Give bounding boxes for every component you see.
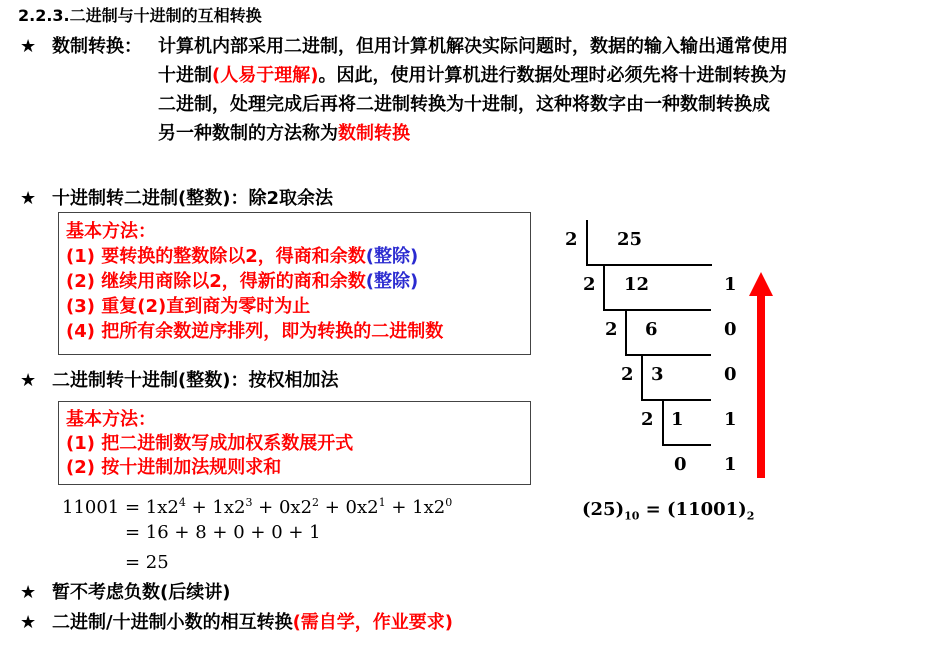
remainder: 1 xyxy=(724,454,737,475)
exp: 0 xyxy=(445,496,453,509)
bin-to-dec-heading: 二进制转十进制(整数)：按权相加法 xyxy=(52,370,339,391)
text: 。因此，使用计算机进行数据处理时必须先将十进制转换为 xyxy=(318,65,787,86)
step: (1) 把二进制数写成加权系数展开式 xyxy=(66,433,354,454)
quotient: 0 xyxy=(674,454,687,475)
text: 十进制 xyxy=(158,65,212,86)
highlight: 数制转换 xyxy=(338,123,410,144)
base: 10 xyxy=(624,509,640,523)
quotient: 12 xyxy=(624,274,650,295)
divider-line xyxy=(603,264,605,310)
divider-line xyxy=(641,354,643,400)
t: + 1x2 xyxy=(385,497,446,518)
note: (整除) xyxy=(365,246,419,267)
quotient: 6 xyxy=(645,319,658,340)
divisor: 2 xyxy=(565,229,578,250)
t: 11001 = 1x2 xyxy=(62,497,179,518)
para-line-3: 二进制，处理完成后再将二进制转换为十进制，这种将数字由一种数制转换成 xyxy=(158,94,770,115)
divider-line xyxy=(586,220,588,266)
negative-note: 暂不考虑负数(后续讲) xyxy=(52,582,231,603)
star-icon: ★ xyxy=(20,582,37,603)
conversion-label: 数制转换： xyxy=(52,36,142,57)
star-icon: ★ xyxy=(20,612,37,633)
result xyxy=(582,499,754,528)
star-icon: ★ xyxy=(20,36,37,57)
step xyxy=(66,246,418,268)
step: (2) 按十进制加法规则求和 xyxy=(66,457,282,478)
exp: 1 xyxy=(378,496,386,509)
highlight: (人易于理解) xyxy=(212,65,319,86)
text: 另一种数制的方法称为 xyxy=(158,123,338,144)
t: (11001) xyxy=(667,499,747,520)
formula-line-3: = 25 xyxy=(125,552,169,573)
divisor: 2 xyxy=(641,409,654,430)
t: = xyxy=(639,499,668,520)
formula-line-2: = 16 + 8 + 0 + 0 + 1 xyxy=(125,522,321,543)
arrow-up-icon xyxy=(748,272,774,478)
quotient: 1 xyxy=(671,409,684,430)
divider-line xyxy=(625,354,711,356)
dec-to-bin-heading: 十进制转二进制(整数)：除2取余法 xyxy=(52,188,333,209)
exp: 3 xyxy=(245,496,253,509)
divider-line xyxy=(662,399,664,445)
highlight: (需自学，作业要求) xyxy=(292,612,454,633)
box-title: 基本方法： xyxy=(66,409,156,430)
formula-line-1 xyxy=(62,492,452,519)
divisor: 2 xyxy=(583,274,596,295)
para-line-2 xyxy=(158,65,786,87)
quotient: 25 xyxy=(617,229,643,250)
text: (2) 继续用商除以2，得新的商和余数 xyxy=(66,271,366,292)
note: (整除) xyxy=(365,271,419,292)
t: + 1x2 xyxy=(185,497,246,518)
remainder: 1 xyxy=(724,274,737,295)
t: + 0x2 xyxy=(252,497,313,518)
star-icon: ★ xyxy=(20,370,37,391)
fraction-note xyxy=(52,612,453,634)
section-title: 2.2.3.二进制与十进制的互相转换 xyxy=(18,6,262,25)
text: 二进制/十进制小数的相互转换 xyxy=(52,612,293,633)
divisor: 2 xyxy=(605,319,618,340)
divider-line xyxy=(641,399,711,401)
divider-line xyxy=(603,309,711,311)
quotient: 3 xyxy=(651,364,664,385)
step: (4) 把所有余数逆序排列，即为转换的二进制数 xyxy=(66,321,444,342)
step: (3) 重复(2)直到商为零时为止 xyxy=(66,296,311,317)
base: 2 xyxy=(746,509,755,523)
exp: 4 xyxy=(178,496,186,509)
divider-line xyxy=(625,309,627,355)
remainder: 0 xyxy=(724,319,737,340)
divider-line xyxy=(662,444,711,446)
divisor: 2 xyxy=(621,364,634,385)
t: (25) xyxy=(582,499,625,520)
text: (1) 要转换的整数除以2，得商和余数 xyxy=(66,246,366,267)
star-icon: ★ xyxy=(20,188,37,209)
t: + 0x2 xyxy=(319,497,379,518)
step xyxy=(66,271,418,293)
para-line-4 xyxy=(158,123,410,145)
remainder: 1 xyxy=(724,409,737,430)
exp: 2 xyxy=(312,496,320,509)
remainder: 0 xyxy=(724,364,737,385)
para-line-1: 计算机内部采用二进制，但用计算机解决实际问题时，数据的输入输出通常使用 xyxy=(158,36,788,57)
box-title: 基本方法： xyxy=(66,221,156,242)
